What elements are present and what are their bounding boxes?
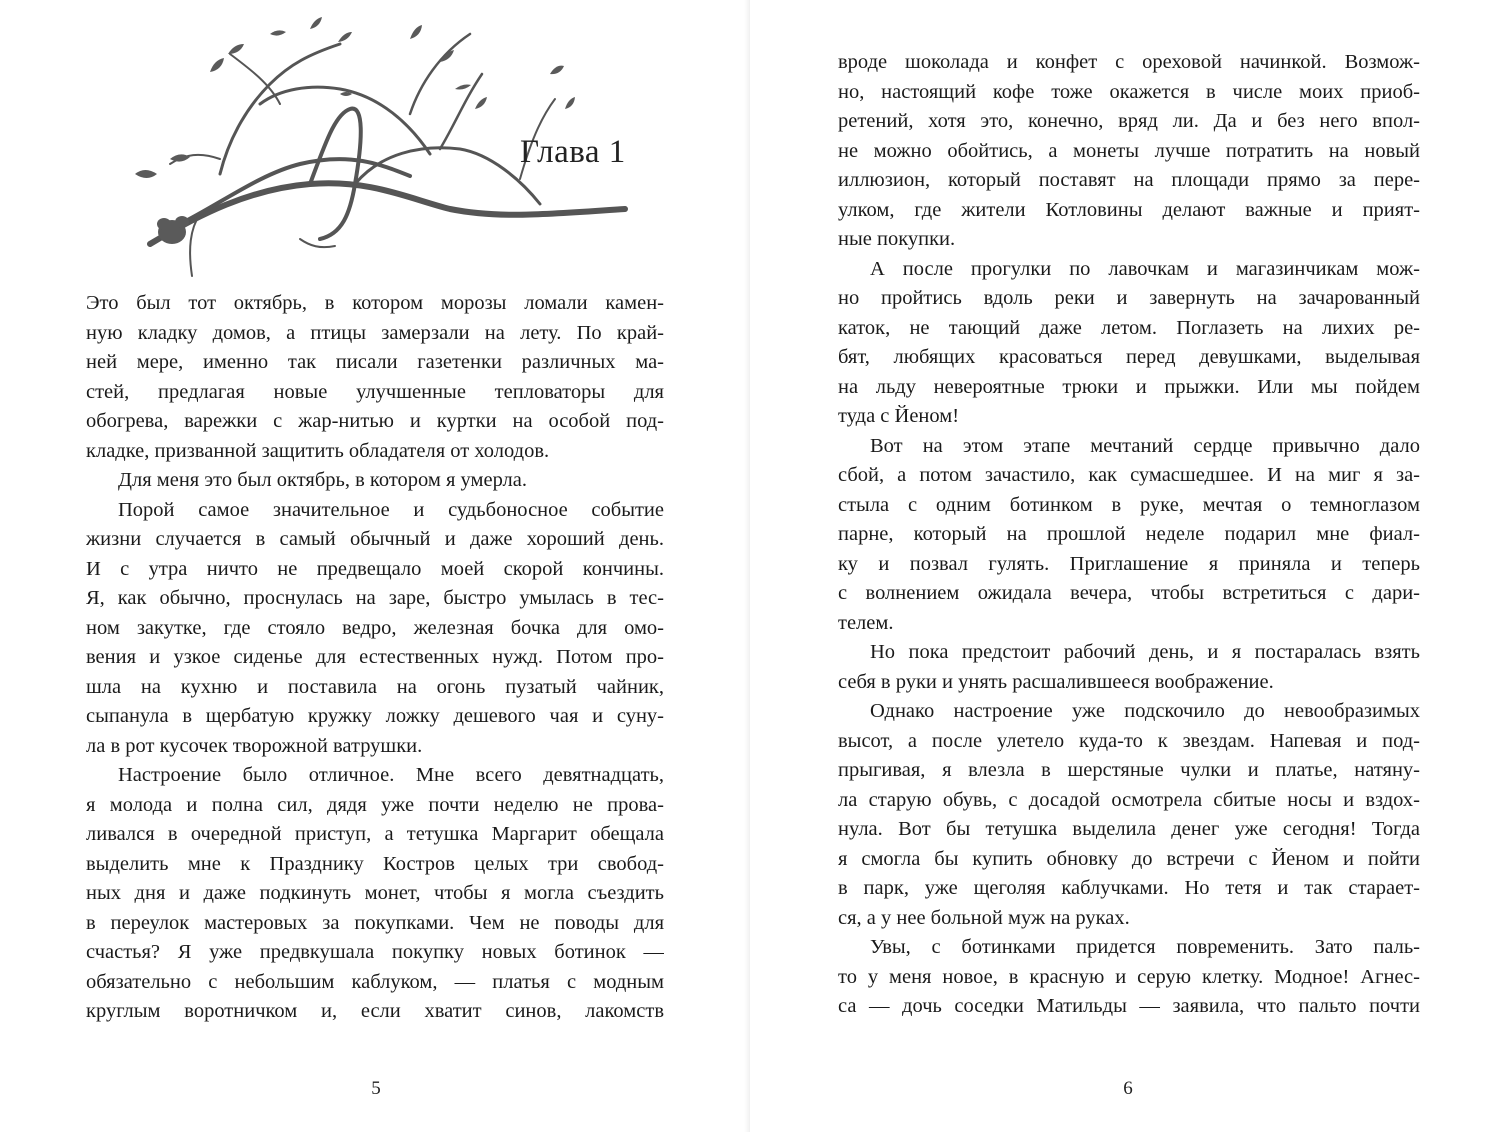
page-number: 6: [1123, 1078, 1133, 1099]
right-page-text: [838, 48, 1420, 1022]
text-line: ную кладку домов, а птицы замерзали на лету. По край-: [86, 321, 664, 344]
text-line: Порой самое значительное и судьбоносное событие: [118, 498, 664, 521]
text-line: в переулок мастеровых за покупками. Чем не поводы для: [86, 911, 664, 934]
text-line: ные покупки.: [838, 228, 956, 250]
text-line: туда с Йеном!: [838, 405, 960, 427]
text-line: выделить мне к Празднику Костров целых три свобод-: [86, 852, 664, 875]
text-line: ней мере, именно так писали газетенки различных ма-: [86, 351, 664, 373]
text-line: счастья? Я уже предвкушала покупку новых ботинок —: [86, 941, 664, 963]
text-line: Но пока предстоит рабочий день, и я постаралась взять: [870, 641, 1420, 663]
text-line: улком, где жители Котловины делают важные и прият-: [838, 198, 1420, 221]
text-line: я смогла бы купить обновку до встречи с Йеном и пойти: [838, 847, 1420, 870]
text-line: то у меня новое, в красную и серую клетку. Модное! Агнес-: [838, 965, 1420, 988]
text-line: иллюзион, который поставят на площади прямо за пере-: [838, 169, 1420, 191]
text-line: са — дочь соседки Матильды — заявила, что пальто почти: [838, 995, 1420, 1017]
text-line: парне, который на прошлой неделе подарил мне фиал-: [838, 523, 1420, 545]
text-line: высот, а после улетело куда-то к звездам. Напевая и под-: [838, 729, 1420, 752]
text-line: себя в руки и унять расшалившееся воображение.: [838, 670, 1274, 693]
text-line: кладке, призванной защитить обладателя от холодов.: [86, 439, 550, 462]
text-line: Настроение было отличное. Мне всего девятнадцать,: [118, 764, 664, 786]
text-line: каток, не тающий даже летом. Поглазеть на лихих ре-: [838, 316, 1420, 339]
text-line: телем.: [838, 611, 894, 634]
text-line: не можно обойтись, а монеты лучше потратить на новый: [838, 139, 1420, 162]
text-line: Увы, с ботинками придется повременить. Зато паль-: [870, 936, 1420, 958]
text-line: вения и узкое сиденье для естественных нужд. Потом про-: [86, 646, 664, 668]
chapter-title: Глава 1: [520, 134, 626, 170]
text-line: на льду невероятные трюки и прыжки. Или мы пойдем: [838, 375, 1420, 398]
text-line: бят, любящих красоваться перед девушками, выделывая: [838, 346, 1420, 368]
text-line: стыла с одним ботинком в руке, мечтая о темноглазом: [838, 493, 1420, 516]
text-line: прыгивая, я влезла в шерстяные чулки и платье, натяну-: [838, 759, 1420, 781]
text-line: ся, а у нее больной муж на руках.: [838, 906, 1130, 929]
text-line: с волнением ожидала вечера, чтобы встретиться с дари-: [838, 582, 1420, 604]
text-line: обязательно с небольшим каблуком, — платья с модным: [86, 970, 664, 993]
text-line: Однако настроение уже подскочило до невообразимых: [870, 700, 1420, 722]
text-line: ретений, хотя это, конечно, вряд ли. Да и без него впол-: [838, 110, 1420, 132]
text-line: в парк, уже щеголяя каблучками. Но тетя и так старает-: [838, 877, 1420, 899]
right-page: [750, 0, 1500, 1132]
text-line: ливался в очередной приступ, а тетушка Маргарит обещала: [86, 823, 664, 845]
text-line: стей, предлагая новые улучшенные тепловаторы для: [86, 380, 664, 403]
text-line: но, настоящий кофе тоже окажется в числе моих приоб-: [838, 80, 1420, 103]
text-line: нула. Вот бы тетушка выделила денег уже сегодня! Тогда: [838, 818, 1420, 840]
text-line: А после прогулки по лавочкам и магазинчикам мож-: [870, 257, 1420, 280]
text-line: обогрева, варежки с жар-нитью и куртки на особой под-: [86, 410, 664, 432]
text-line: сбой, а потом зачастило, как сумасшедшее. И на миг я за-: [838, 464, 1420, 486]
page-number: 5: [371, 1078, 381, 1099]
text-line: шла на кухню и поставила на огонь пузатый чайник,: [86, 675, 664, 698]
text-line: Это был тот октябрь, в котором морозы ломали камен-: [86, 292, 664, 314]
text-line: Для меня это был октябрь, в котором я умерла.: [118, 469, 528, 491]
text-line: Я, как обычно, проснулась на заре, быстро умылась в тес-: [86, 587, 664, 609]
text-line: но пройтись вдоль реки и завернуть на зачарованный: [838, 287, 1420, 309]
text-line: жизни случается в самый обычный и даже хороший день.: [86, 528, 664, 550]
text-line: ла в рот кусочек творожной ватрушки.: [86, 734, 423, 757]
text-line: ла старую обувь, с досадой осмотрела сбитые носы и вздох-: [838, 788, 1420, 811]
text-line: ных дня и даже подкинуть монет, чтобы я могла съездить: [86, 882, 664, 904]
text-line: вроде шоколада и конфет с ореховой начинкой. Возмож-: [838, 51, 1420, 73]
text-line: круглым воротничком и, если хватит синов, лакомств: [86, 1000, 664, 1022]
text-line: ном закутке, где стояло ведро, железная бочка для омо-: [86, 616, 664, 639]
text-line: ку и позвал гулять. Приглашение я приняла и теперь: [838, 552, 1420, 575]
text-line: И с утра ничто не предвещало моей скорой кончины.: [86, 557, 664, 580]
text-line: Вот на этом этапе мечтаний сердце привычно дало: [870, 434, 1420, 457]
left-page-text: [86, 289, 664, 1027]
text-line: сыпанула в щербатую кружку ложку дешевого чая и суну-: [86, 705, 664, 727]
text-line: я молода и полна сил, дядя уже почти неделю не прова-: [86, 793, 664, 816]
